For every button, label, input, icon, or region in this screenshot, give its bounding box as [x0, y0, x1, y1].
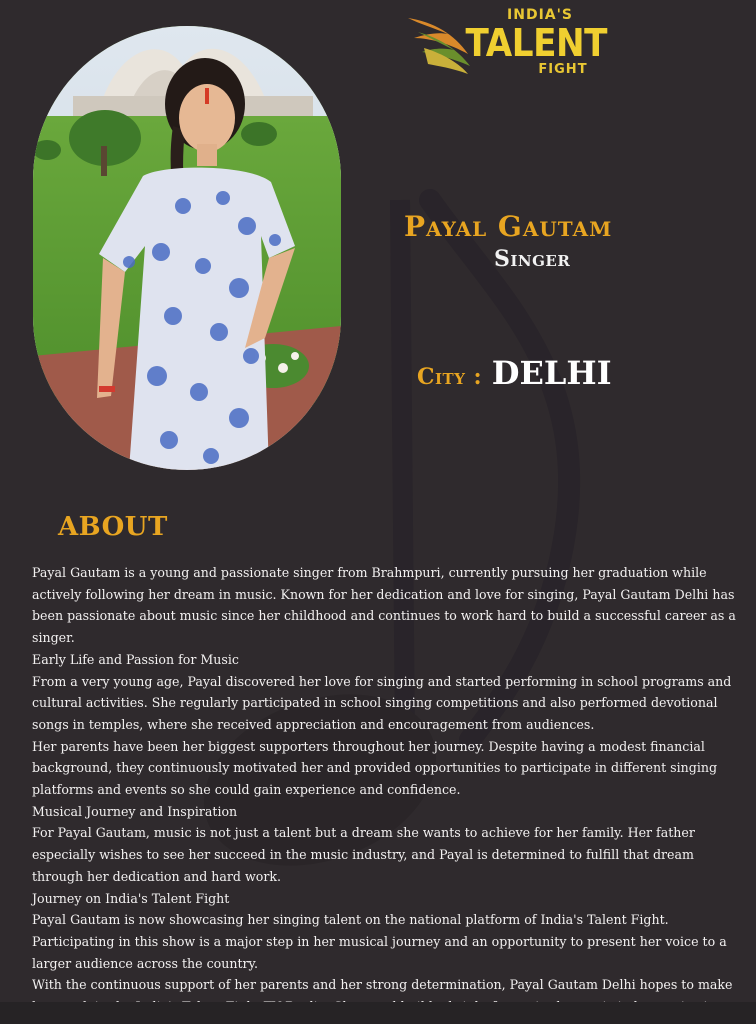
- profile-name: Payal Gautam: [404, 210, 613, 243]
- logo-line2: TALENT: [465, 21, 608, 65]
- about-subheading: Early Life and Passion for Music: [32, 651, 239, 667]
- about-heading: ABOUT: [58, 512, 168, 542]
- about-subheading: Journey on India's Talent Fight: [32, 890, 230, 906]
- about-paragraph: Her parents have been her biggest supporters throughout her journey. Despite having a modest financial background, they continuously motivated her and provided opportunities to participate in different singing platforms and events so she could gain experience and confidence.: [32, 738, 718, 798]
- city-value: DELHI: [491, 354, 612, 392]
- about-paragraph: Payal Gautam is now showcasing her singing talent on the national platform of India's Talent Fight. Participating in this show is a major step in her musical journey and an opportunity to present her voice to a larger audience across the country.: [32, 912, 727, 971]
- indias-talent-fight-logo: [404, 6, 608, 88]
- about-paragraph: For Payal Gautam, music is not just a talent but a dream she wants to achieve for her family. Her father especially wishes to see her succeed in the music industry, and Payal is determined to fulfill that dream through her dedication and hard work.: [32, 825, 695, 884]
- profile-photo: [33, 26, 341, 470]
- city-label: City :: [417, 364, 483, 390]
- about-body: [32, 562, 744, 1018]
- city-row: [417, 354, 612, 392]
- logo-line3: FIGHT: [538, 62, 588, 77]
- footer-strip: [0, 1002, 756, 1024]
- about-subheading: Musical Journey and Inspiration: [32, 803, 238, 819]
- about-paragraph: From a very young age, Payal discovered her love for singing and started performing in school programs and cultural activities. She regularly participated in school singing competitions and also performed devotional songs in temples, where she received appreciation and encouragement from audiences.: [32, 673, 732, 732]
- logo-line1: INDIA'S: [507, 7, 573, 23]
- about-paragraph: With the continuous support of her parents and her strong determination, Payal Gautam Delhi hopes to make: [32, 977, 733, 993]
- profile-role: Singer: [494, 246, 571, 272]
- about-paragraph: Payal Gautam is a young and passionate singer from Brahmpuri, currently pursuing her graduation while actively following her dream in music. Known for her dedication and love for singing, Payal Gautam Delhi has been passionate about music since her childhood and continues to work hard to build a successful career as a singer.: [32, 565, 736, 646]
